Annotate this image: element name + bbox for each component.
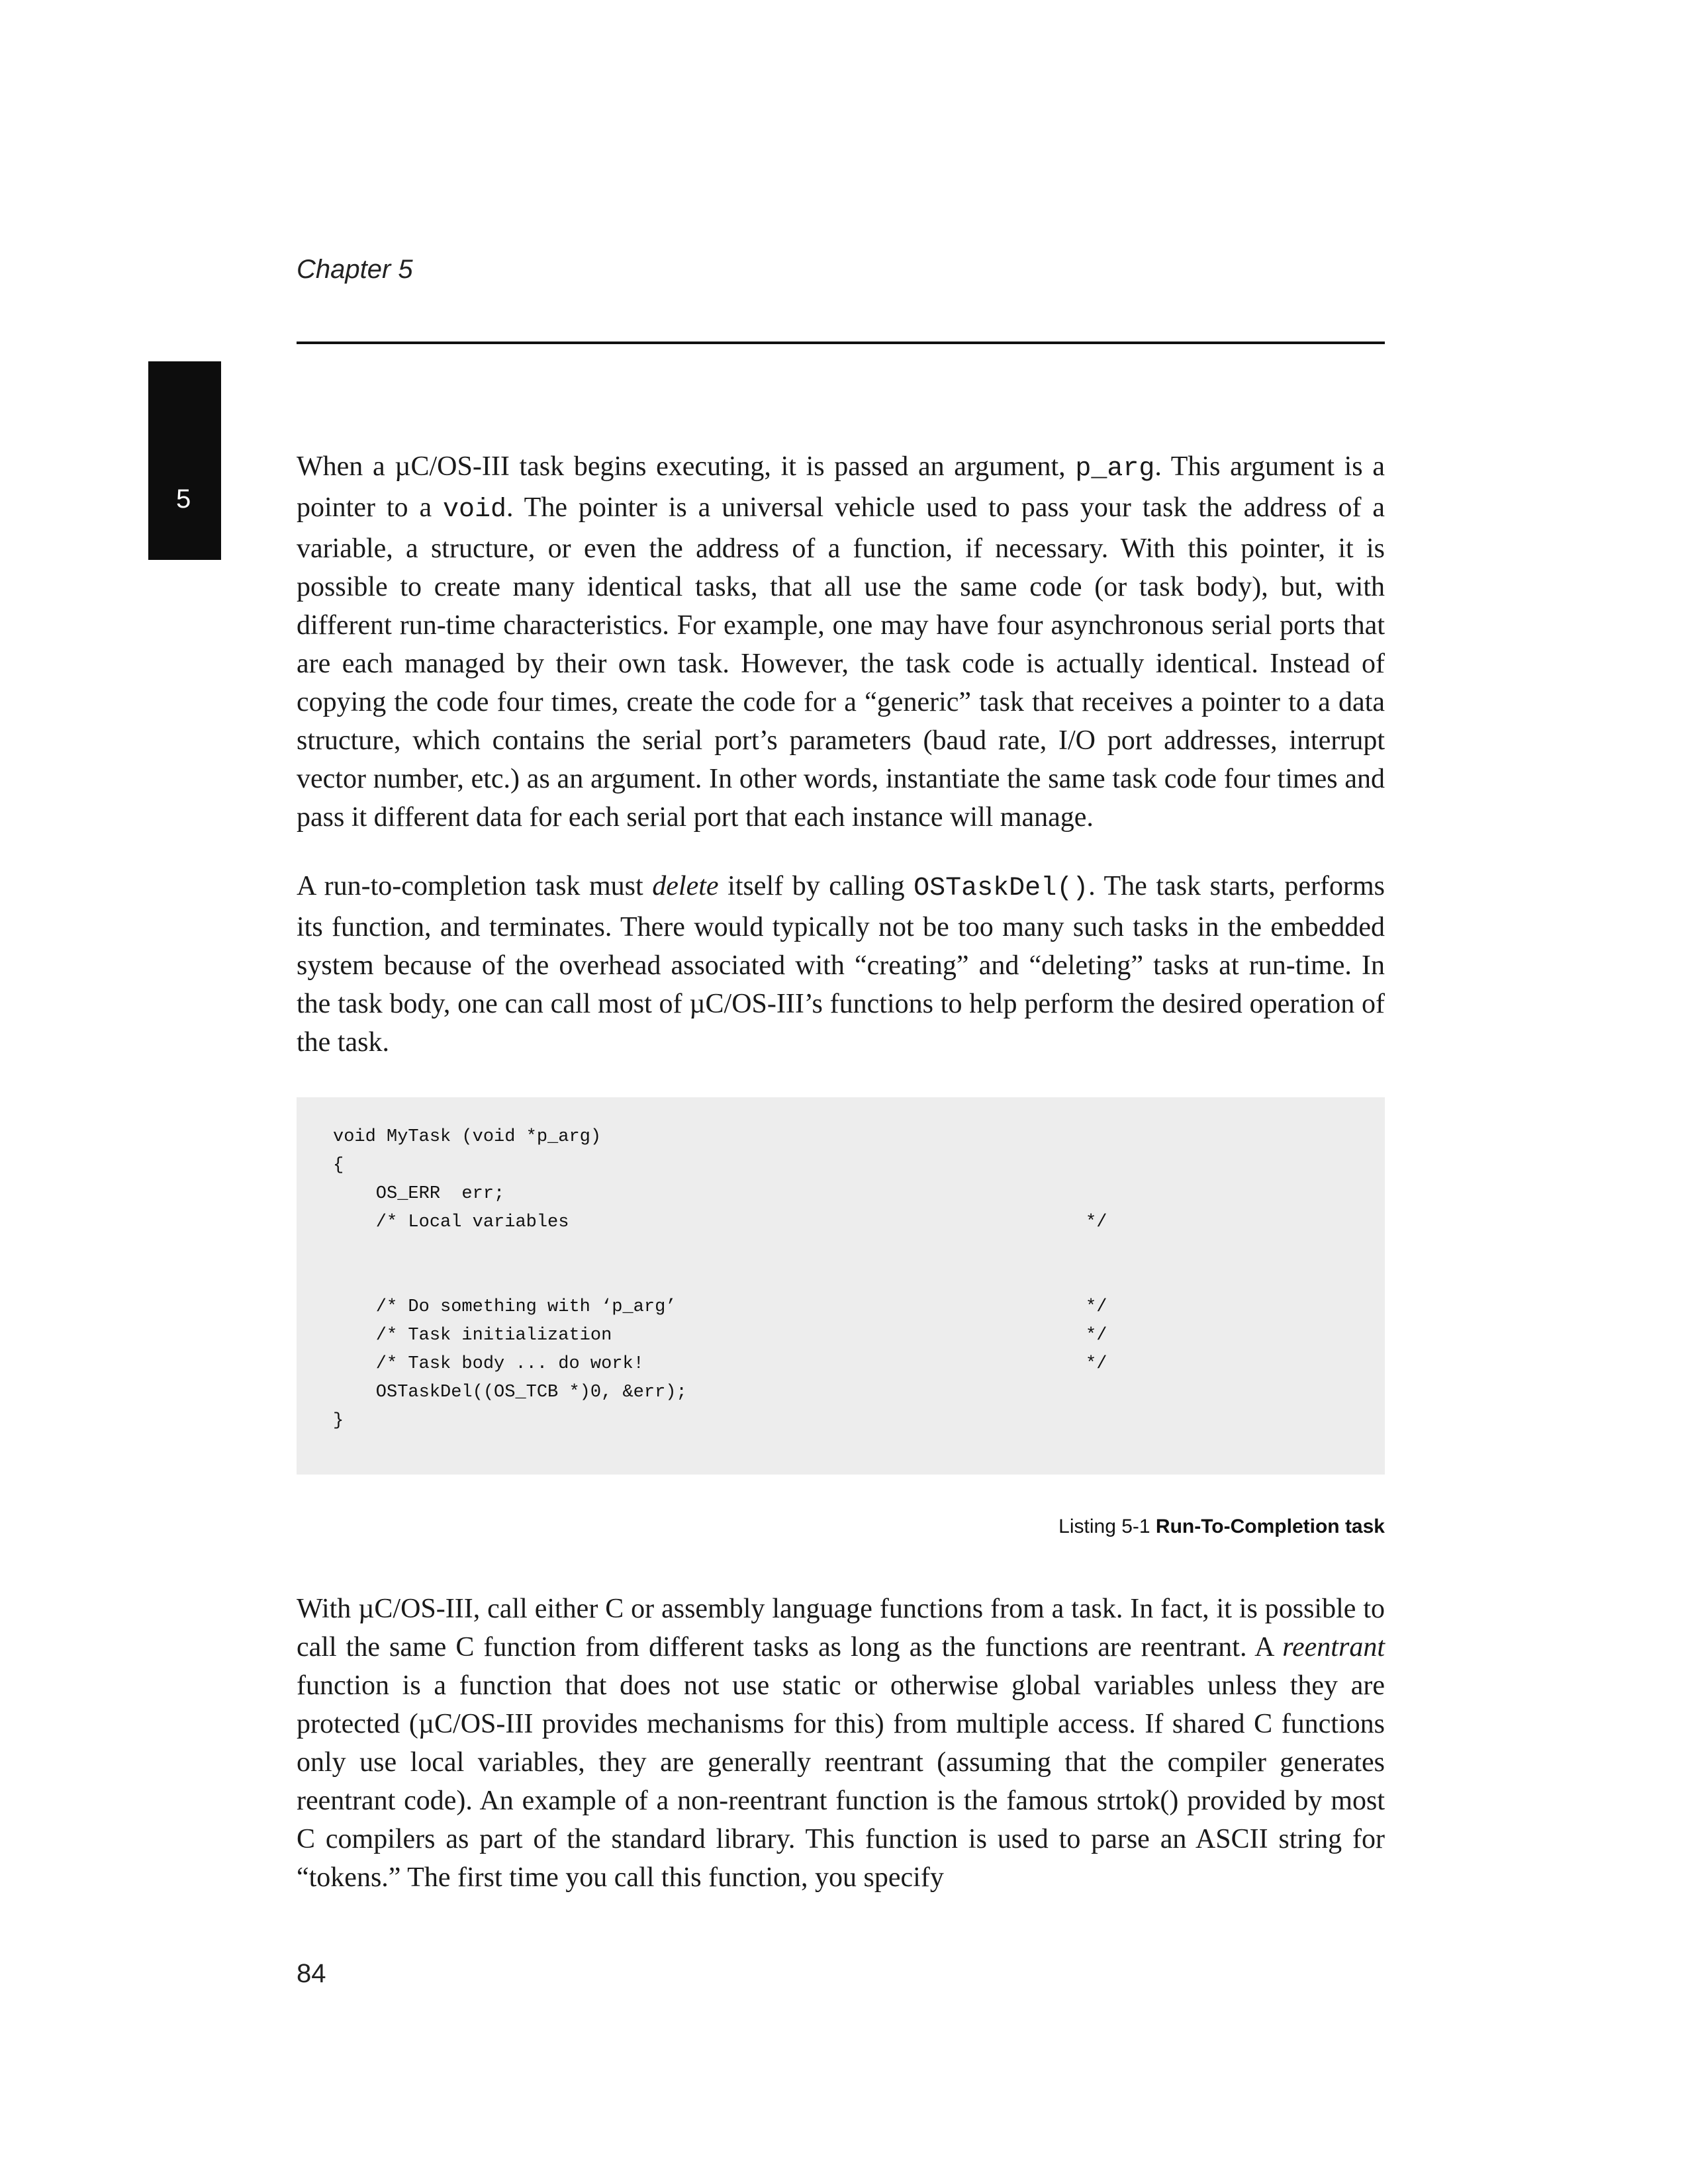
paragraph-text: function is a function that does not use static or otherwise global variables unless they are protected (µC/OS-III provides mechanisms for this) from multiple access. If shared C functions only use local variables, they are generally reentrant (assuming that the compiler generates reentrant code). An example of a non-reentrant function is the famous strtok() provided by most C compilers as part of the standard library. This function is used to parse an ASCII string for “tokens.” The first time you call this function, you specify: [297, 1670, 1385, 1893]
page-number: 84: [297, 1959, 326, 1988]
body-paragraph-task-argument: [297, 447, 1385, 837]
inline-code-ostaskdel: OSTaskDel(): [914, 874, 1089, 903]
inline-code-void: void: [443, 495, 507, 525]
paragraph-text: A run-to-completion task must: [297, 871, 653, 901]
paragraph-text: . The pointer is a universal vehicle used to pass your task the address of a variable, a structure, or even the address of a function, if necessary. With this pointer, it is possible to create many identical tasks, that all use the same code (or task body), but, with different run-time characteristics. For example, one may have four asynchronous serial ports that are each managed by their own task. However, the task code is actually identical. Instead of copying the code four times, create the code for a “generic” task that receives a pointer to a data structure, which contains the serial port’s parameters (baud rate, I/O port addresses, interrupt vector number, etc.) as an argument. In other words, instantiate the same task code four times and pass it different data for each serial port that each instance will manage.: [297, 492, 1385, 833]
code-line: /* Local variables: [333, 1212, 569, 1232]
code-line: {: [333, 1156, 344, 1175]
body-paragraph-run-to-completion: [297, 867, 1385, 1062]
code-line: OS_ERR err;: [333, 1184, 505, 1204]
chapter-thumb-tab: [148, 361, 221, 560]
comment-terminator: */: [1086, 1297, 1107, 1317]
code-line: /* Task initialization: [333, 1326, 612, 1345]
caption-title: Run-To-Completion task: [1155, 1516, 1385, 1537]
emphasis-delete: delete: [652, 871, 719, 901]
code-line: /* Task body ... do work!: [333, 1354, 644, 1374]
comment-terminator: */: [1086, 1212, 1107, 1232]
paragraph-text: . This argument is a pointer to a: [297, 451, 1385, 523]
code-line: void MyTask (void *p_arg): [333, 1127, 602, 1147]
code-line: OSTaskDel((OS_TCB *)0, &err);: [333, 1383, 687, 1402]
paragraph-text: . The task starts, performs its function, and terminates. There would typically not be too many such tasks in the embedded system because of the overhead associated with “creating” and “deleting” tasks at run-time. In the task body, one can call most of µC/OS-III’s functions to help perform the desired operation of the task.: [297, 871, 1385, 1058]
paragraph-text: When a µC/OS-III task begins executing, it is passed an argument,: [297, 451, 1076, 482]
comment-terminator: */: [1086, 1354, 1107, 1374]
code-listing: [297, 1097, 1385, 1475]
header-divider: [297, 341, 1385, 344]
emphasis-reentrant: reentrant: [1282, 1632, 1385, 1662]
code-line: }: [333, 1411, 344, 1431]
comment-terminator: */: [1086, 1326, 1107, 1345]
paragraph-text: With µC/OS-III, call either C or assembly language functions from a task. In fact, it is possible to call the same C function from different tasks as long as the functions are reentrant. A: [297, 1594, 1385, 1662]
listing-caption: [1058, 1516, 1385, 1538]
caption-prefix: Listing 5-1: [1058, 1516, 1156, 1537]
paragraph-text: itself by calling: [718, 871, 914, 901]
code-line: /* Do something with ‘p_arg’: [333, 1297, 677, 1317]
chapter-header: Chapter 5: [297, 255, 413, 284]
body-paragraph-reentrant: [297, 1590, 1385, 1897]
chapter-tab-number: 5: [176, 484, 191, 514]
inline-code-p-arg: p_arg: [1075, 454, 1155, 484]
